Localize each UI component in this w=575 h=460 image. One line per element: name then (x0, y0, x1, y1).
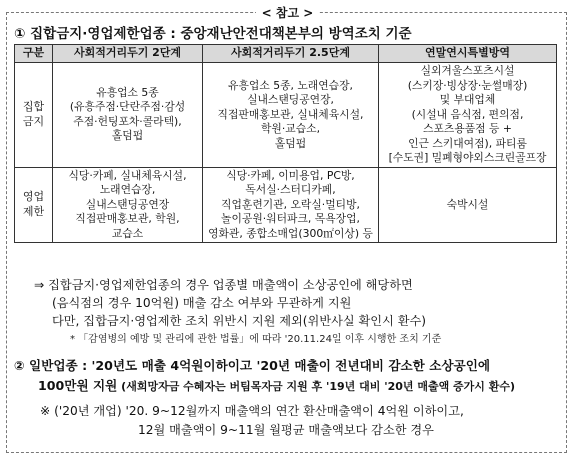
footnote-line-2: 12월 매출액이 9~11월 월평균 매출액보다 감소한 경우 (138, 423, 434, 437)
table-cell (203, 167, 379, 243)
footnote-line-1: ※ ('20년 개업) '20. 9~12월까지 매출액의 연간 환산매출액이 4억원 이하이고, (40, 404, 464, 418)
cell-line: 직접판매홍보관, 실내체육시설, (217, 107, 364, 121)
section2-amount: 100만원 지원 (38, 378, 118, 393)
header-level-2: 사회적거리두기 2단계 (53, 45, 203, 63)
cell-line: 실내스탠딩공연장 (85, 197, 170, 211)
cell-line: 영화관, 종합소매업(300㎡이상) 등 (208, 226, 373, 240)
section2-heading (14, 356, 515, 397)
header-year-end-special: 연말연시특별방역 (379, 45, 557, 63)
row-category-text: 집합 (22, 100, 45, 114)
support-line-3: 다만, 집합금지·영업제한 조치 위반시 지원 제외(위반사실 확인시 환수) (52, 314, 427, 328)
cell-line: 학원·교습소, (260, 122, 320, 135)
cell-line: 독서실·스터디카페, (245, 183, 336, 196)
section2-line2 (14, 376, 515, 397)
cell-line: 유흥업소 5종 (96, 85, 159, 99)
table-cell (53, 167, 203, 243)
cell-line: 직접판매홍보관, 학원, (75, 212, 180, 225)
section1-heading: ① 집합금지·영업제한업종 : 중앙재난안전대책본부의 방역조치 기준 (14, 26, 412, 42)
table-cell (203, 63, 379, 168)
table-row (15, 167, 557, 243)
table-cell (379, 167, 557, 243)
support-condition-block (34, 276, 426, 330)
row-category-text: 영업 (22, 190, 45, 204)
measures-table (14, 44, 557, 243)
header-category: 구분 (15, 45, 53, 63)
row-category-text: 금지 (22, 114, 45, 128)
cell-line: (스키장·빙상장·눈썰매장) (407, 78, 528, 92)
table-row (15, 63, 557, 168)
support-line-2: (음식점의 경우 10억원) 매출 감소 여부와 무관하게 지원 (52, 296, 352, 310)
cell-line: 홀덤펍 (274, 136, 307, 150)
row-category-text: 제한 (22, 204, 45, 218)
cell-line: 교습소 (111, 226, 144, 240)
support-line-1: ⇒ 집합금지·영업제한업종의 경우 업종별 매출액이 소상공인에 해당하면 (34, 278, 413, 292)
reference-title: < 참고 > (0, 4, 575, 21)
cell-line: 숙박시설 (446, 197, 489, 211)
law-note: * 「감염병의 예방 및 관리에 관한 법률」에 따라 '20.11.24일 이후 시행한 조치 기준 (70, 334, 442, 345)
cell-line: 홀덤펍 (111, 129, 144, 143)
table-header-row (15, 45, 557, 63)
header-level-2-5: 사회적거리두기 2.5단계 (203, 45, 379, 63)
table-cell (53, 63, 203, 168)
cell-line: 스포츠용품점 등 + (423, 122, 512, 135)
section2-line1: ② 일반업종 : '20년도 매출 4억원이하이고 '20년 매출이 전년대비 감소한 소상공인에 (14, 358, 491, 373)
cell-line: (유흥주점·단란주점·감성 (69, 100, 186, 114)
new-business-footnote (40, 402, 464, 440)
cell-line: 유흥업소 5종, 노래연습장, (228, 78, 353, 92)
section2-clawback-note: (새희망자금 수혜자는 버팀목자금 지원 후 '19년 대비 '20년 매출액 증가시 환수) (117, 380, 516, 393)
cell-line: 주점·헌팅포차·콜라텍), (73, 114, 182, 128)
cell-line: 노래연습장, (99, 183, 156, 196)
cell-line: [수도권] 밀폐형야외스크린골프장 (388, 151, 547, 164)
cell-line: 직업훈련기관, 오락실·멀티방, (221, 197, 360, 211)
cell-line: 실내스탠딩공연장, (247, 93, 334, 106)
cell-line: 인근 스키대여점), 파티룸 (408, 136, 527, 150)
row-category (15, 63, 53, 168)
cell-line: 및 부대업체 (439, 93, 496, 106)
cell-line: 식당·카페, 이미용업, PC방, (226, 168, 355, 182)
cell-line: 실외겨울스포츠시설 (420, 64, 515, 77)
row-category (15, 167, 53, 243)
table-cell (379, 63, 557, 168)
cell-line: (시설내 음식점, 편의점, (411, 107, 524, 121)
cell-line: 놀이공원·워터파크, 목욕장업, (221, 212, 360, 225)
cell-line: 식당·카페, 실내체육시설, (68, 168, 187, 182)
